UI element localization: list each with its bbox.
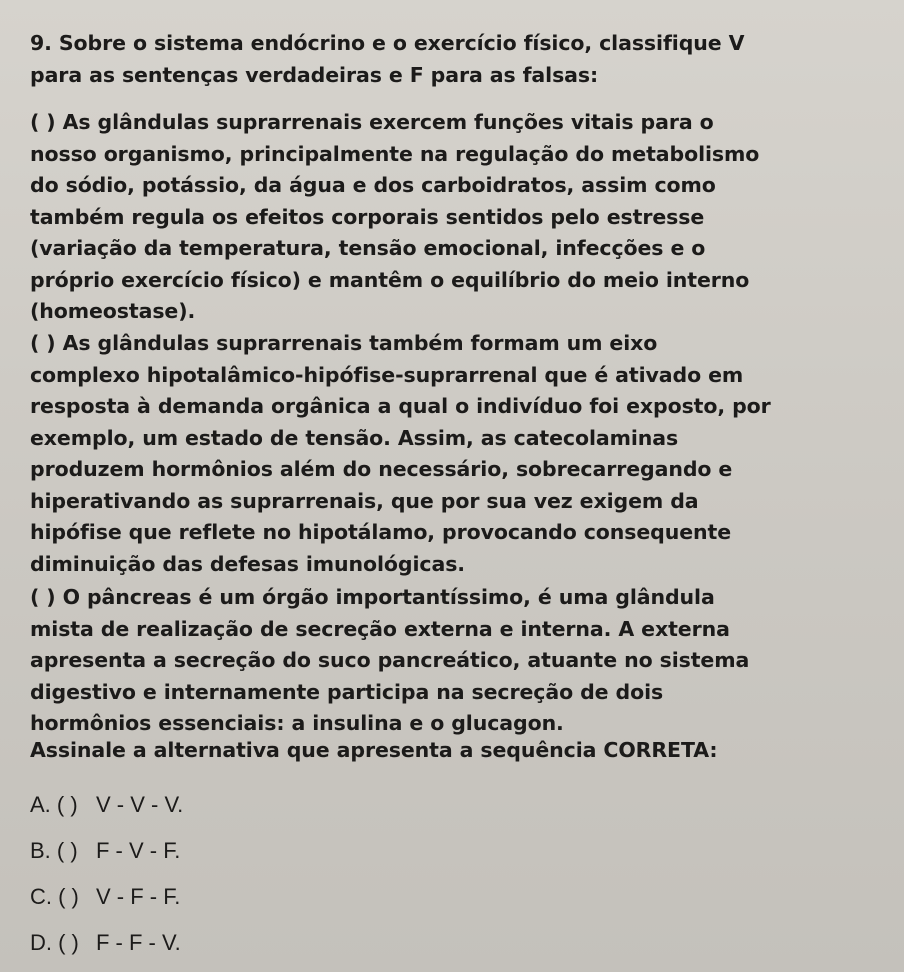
statement-line: ( ) O pâncreas é um órgão importantíssimo, é uma glândula <box>30 585 715 609</box>
statement-1 <box>30 107 759 328</box>
statement-line: diminuição das defesas imunológicas. <box>30 551 465 576</box>
statement-line: mista de realização de secreção externa e interna. A externa <box>30 616 730 641</box>
option-b-text: F - V - F. <box>96 838 181 863</box>
statement-line: também regula os efeitos corporais sentidos pelo estresse <box>30 204 705 229</box>
statement-line: exemplo, um estado de tensão. Assim, as catecolaminas <box>30 425 679 450</box>
option-d-text: F - F - V. <box>96 930 181 955</box>
statement-line: hormônios essenciais: a insulina e o glucagon. <box>30 711 564 735</box>
option-d[interactable] <box>30 920 183 966</box>
statement-line: nosso organismo, principalmente na regulação do metabolismo <box>30 141 760 166</box>
statement-line: próprio exercício físico) e mantêm o equilíbrio do meio interno <box>30 267 750 292</box>
option-c-text: V - F - F. <box>96 884 181 909</box>
option-c-label: C. ( ) <box>30 884 79 909</box>
option-b[interactable] <box>30 828 183 874</box>
answer-options <box>30 782 183 966</box>
statement-line: ( ) As glândulas suprarrenais exercem funções vitais para o <box>30 110 714 134</box>
option-a[interactable] <box>30 782 183 828</box>
statement-line: produzem hormônios além do necessário, sobrecarregando e <box>30 457 733 481</box>
statement-line: hiperativando as suprarrenais, que por sua vez exigem da <box>30 488 699 513</box>
heading-line: 9. Sobre o sistema endócrino e o exercício físico, classifique V <box>30 31 745 55</box>
statement-line: hipófise que reflete no hipotálamo, provocando consequente <box>30 520 732 544</box>
statement-line: digestivo e internamente participa na secreção de dois <box>30 679 664 704</box>
statement-line: (homeostase). <box>30 299 196 323</box>
statement-2 <box>30 328 771 580</box>
statement-line: do sódio, potássio, da água e dos carboidratos, assim como <box>30 173 716 197</box>
option-c[interactable] <box>30 874 183 920</box>
statement-line: complexo hipotalâmico-hipófise-suprarrenal que é ativado em <box>30 362 744 387</box>
heading-line: para as sentenças verdadeiras e F para as falsas: <box>30 62 599 87</box>
instruction <box>30 735 718 767</box>
option-b-label: B. ( ) <box>30 838 78 863</box>
statement-line: ( ) As glândulas suprarrenais também formam um eixo <box>30 331 658 355</box>
instruction-line: Assinale a alternativa que apresenta a sequência CORRETA: <box>30 738 718 762</box>
question-heading <box>30 28 744 91</box>
option-d-label: D. ( ) <box>30 930 79 955</box>
statement-line: apresenta a secreção do suco pancreático, atuante no sistema <box>30 648 750 672</box>
option-a-label: A. ( ) <box>30 792 78 817</box>
statement-line: (variação da temperatura, tensão emocional, infecções e o <box>30 236 706 260</box>
statement-3 <box>30 582 749 740</box>
option-a-text: V - V - V. <box>96 792 184 817</box>
statement-line: resposta à demanda orgânica a qual o indivíduo foi exposto, por <box>30 394 771 418</box>
